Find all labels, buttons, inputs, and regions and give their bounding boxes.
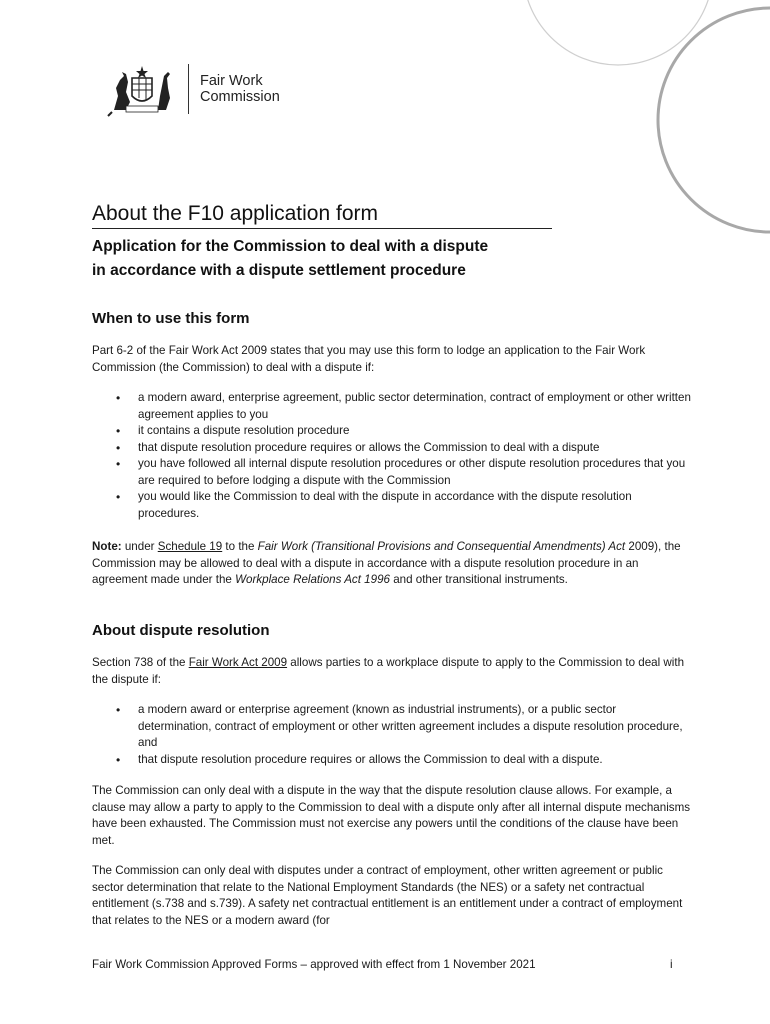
page-number: i xyxy=(670,958,673,971)
logo-line-2: Commission xyxy=(200,89,280,105)
logo-divider xyxy=(188,64,189,114)
list-item: • that dispute resolution procedure requires or allows the Commission to deal with a dispute xyxy=(92,440,692,457)
schedule-19-link[interactable]: Schedule 19 xyxy=(157,540,223,553)
section-heading-about-dispute: About dispute resolution xyxy=(92,622,270,639)
list-item: • you have followed all internal dispute resolution procedures or other dispute resolution procedures that you are required to before lodging a dispute with the Commission xyxy=(92,456,692,489)
note-italic-2: Workplace Relations Act 1996 xyxy=(235,573,390,586)
note-text-4: and other transitional instruments. xyxy=(389,573,568,586)
page-footer: Fair Work Commission Approved Forms – approved with effect from 1 November 2021 xyxy=(92,958,536,971)
section1-bullet-list xyxy=(92,390,692,522)
note-text-2: to the xyxy=(222,540,258,553)
page-title: About the F10 application form xyxy=(92,201,552,229)
logo-text xyxy=(200,73,280,105)
note-text-1: under xyxy=(121,540,158,553)
section-heading-when-to-use: When to use this form xyxy=(92,310,250,327)
section2-bullet-list xyxy=(92,702,692,768)
subtitle-line-2: in accordance with a dispute settlement procedure xyxy=(92,262,466,279)
fair-work-act-link[interactable]: Fair Work Act 2009 xyxy=(188,656,288,669)
section2-paragraph-1: The Commission can only deal with a dispute in the way that the dispute resolution clause allows. For example, a clause may allow a party to apply to the Commission to deal with a dispute only after all internal dispute mechanisms have been exhausted. The Commission must not exercise any powers until the conditions of the clause have been met. xyxy=(92,784,691,847)
section2-paragraph-2: The Commission can only deal with disputes under a contract of employment, other written agreement or public sector determination that relate to the National Employment Standards (the NES) or a safety net contractual entitlement (s.738 and s.739). A safety net contractual entitlement is an entitlement under a contract of employment that relates to the NES or a modern award (for xyxy=(92,864,683,927)
section2-intro xyxy=(92,655,692,688)
note-paragraph xyxy=(92,539,692,589)
list-item: • a modern award, enterprise agreement, public sector determination, contract of employment or other written agreement applies to you xyxy=(92,390,692,423)
section1-intro: Part 6-2 of the Fair Work Act 2009 states that you may use this form to lodge an application to the Fair Work Commission (the Commission) to deal with a dispute if: xyxy=(92,344,646,374)
fair-work-commission-logo xyxy=(106,62,306,118)
page-subtitle xyxy=(92,235,652,283)
note-text-3: 2009), the Commission may be allowed to deal with a dispute in accordance with a dispute resolution procedure in an agreement made under the xyxy=(92,540,681,586)
note-italic-1: Fair Work (Transitional Provisions and Consequential Amendments) Act xyxy=(257,540,626,553)
list-item: • a modern award or enterprise agreement (known as industrial instruments), or a public sector determination, contract of employment or other written agreement includes a dispute resolution procedure, and xyxy=(92,702,692,752)
note-label: Note: xyxy=(92,540,122,553)
list-item: • you would like the Commission to deal with the dispute in accordance with the dispute resolution procedures. xyxy=(92,489,692,522)
subtitle-line-1: Application for the Commission to deal with a dispute xyxy=(92,238,489,255)
logo-line-1: Fair Work xyxy=(200,73,263,89)
list-item: • that dispute resolution procedure requires or allows the Commission to deal with a dispute. xyxy=(92,752,692,769)
coat-of-arms-icon xyxy=(106,62,178,118)
list-item: • it contains a dispute resolution procedure xyxy=(92,423,692,440)
section2-intro-text-2: allows parties to a workplace dispute to apply to the Commission to deal with the dispute if: xyxy=(92,656,685,686)
section2-intro-text-1: Section 738 of the xyxy=(92,656,189,669)
